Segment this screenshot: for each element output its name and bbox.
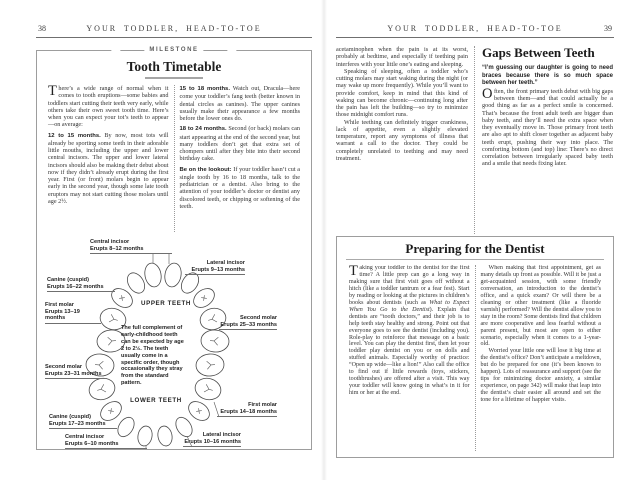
diagram-label: [183, 432, 241, 447]
label-name: Canine (cuspid): [49, 414, 91, 420]
label-name: First molar: [45, 302, 74, 308]
body-paragraph: While teething can definitely trigger crankiness, lack of appetite, even a slightly elevated temperature, report any symptoms of illness that warrant a call to the doctor. They could be completely unrelated to teething and may need treatment.: [336, 118, 468, 162]
label-months: Erupts 13–19 months: [45, 308, 80, 321]
label-name: Second molar: [240, 315, 277, 321]
diagram-label: [45, 364, 107, 379]
page-number: 39: [604, 24, 612, 33]
continuation-column: [336, 46, 474, 234]
book-gutter-shadow: [321, 0, 327, 480]
dentist-box-rule: [346, 259, 604, 260]
book-title-italic: What to Expect When You Go to the Dentist: [349, 299, 470, 313]
label-months: Erupts 16–22 months: [47, 283, 104, 290]
diagram-label: [217, 402, 277, 417]
milestone-box: [36, 47, 312, 450]
diagram-label: [47, 277, 115, 292]
label-months: Erupts 14–18 months: [220, 408, 277, 415]
label-months: Erupts 8–12 months: [90, 245, 144, 252]
dentist-box-columns: [344, 265, 606, 451]
drop-cap: T: [48, 85, 57, 99]
body-paragraph: Taking your toddler to the dentist for the first time? A little prep can go a long way in making sure that first visit goes off without a hitch (like a toddler tantrum or a fear fest). Start by reading or looking at the pictures in children’s books about dentists (such as What to Expect When You Go to the Dentist). Explain that dentists are “tooth doctors,” and their job is to help teeth stay healthy and strong. Point out that everyone goes to see the dentist (including you). Role-play to reinforce that message on a basic level. You can play the dentist first, then let your toddler play dentist on you or on dolls and stuffed animals. Especially worthy of practice: “Open up wide—like a lion!” Also call the office to find out if little rewards (toys, stickers, toothbrushes) are offered after a visit. This way your toddler will know going in what’s in it for him or her at the end.: [349, 265, 470, 397]
milestone-columns: [43, 85, 305, 232]
diagram-center-note: The full complement of early-childhood teeth can be expected by age 2 to 2½. The teeth usually come in a specific order, though occasionally they stray from the standard pattern.: [121, 325, 184, 387]
teeth-diagram: [43, 233, 305, 461]
upper-teeth-label: UPPER TEETH: [141, 300, 191, 307]
paragraph-lead: 15 to 18 months.: [179, 86, 230, 92]
paragraph-lead: Be on the lookout:: [179, 166, 232, 173]
tag-rule-right: [204, 50, 228, 51]
body-paragraph: acetaminophen when the pain is at its worst, probably at bedtime, and especially if teething pain interferes with your little one’s eating and sleeping.: [336, 46, 468, 68]
section-title: Gaps Between Teeth: [482, 46, 595, 60]
running-head: YOUR TODDLER, HEAD-TO-TOE: [387, 24, 563, 33]
left-page: [36, 24, 312, 450]
dentist-column-2: [476, 265, 607, 451]
intro-paragraph: There’s a wide range of normal when it comes to tooth eruptions—some babies and toddlers start cutting their teeth very early, while others take their own sweet tooth time. Here’s when you can expect your tot’s teeth to appear—on average:: [48, 85, 169, 129]
diagram-label: [49, 414, 117, 429]
tooth: [195, 353, 225, 377]
paragraph-lead: 12 to 15 months.: [48, 132, 101, 139]
tooth: [143, 262, 163, 289]
milestone-paragraph: 18 to 24 months. Second (or back) molars can start appearing at the end of the second year, but many toddlers don’t get that extra set of chompers until after they bite into their second birthday cake.: [179, 125, 300, 163]
right-page-top-section: [336, 46, 614, 234]
label-months: Erupts 23–31 months: [45, 370, 102, 377]
label-months: Erupts 10–16 months: [184, 438, 241, 445]
right-page: [336, 24, 614, 458]
title-rule: [145, 77, 203, 79]
tooth: [156, 425, 174, 447]
tooth: [163, 262, 183, 289]
drop-cap: T: [349, 265, 358, 279]
box-title: Tooth Timetable: [126, 59, 222, 74]
diagram-label: [65, 434, 147, 449]
dentist-box-title: Preparing for the Dentist: [405, 241, 545, 256]
paragraph-lead: 18 to 24 months.: [179, 126, 227, 133]
milestone-column-1: [43, 85, 174, 232]
label-months: Erupts 17–23 months: [49, 420, 106, 427]
milestone-tag: [111, 47, 236, 53]
tag-rule-left: [120, 50, 144, 51]
diagram-label: [219, 315, 277, 330]
page-number: 38: [38, 24, 46, 33]
answer-paragraph: Often, the front primary teeth debut with big gaps between them—and that could actually be a good thing as far as a perfect smile is concerned. That’s because the front adult teeth are bigger than baby teeth, and they’ll need the extra space when they eventually move in. Those primary front teeth are also apt to shift closer together as adjacent baby teeth erupt, pushing their way into place. The comforting bottom (and top) line: There’s no direct correlation between irregularly spaced baby teeth and a smile that needs fixing later.: [482, 85, 613, 168]
diagram-label: [185, 260, 245, 275]
running-head: YOUR TODDLER, HEAD-TO-TOE: [86, 24, 262, 33]
body-paragraph: Worried your little one will lose it big time at the dentist’s office? Don’t anticipate a meltdown, but do be prepared for one (it’s been known to happen). Lots of reassurance and support (see the tips for minimizing doctor anxiety, a similar experience, on page 342) will make that leap into the dentist’s chair easier all around and set the tone for a lifetime of happier visits.: [480, 348, 601, 404]
diagram-label: [90, 239, 172, 254]
milestone-paragraph: Be on the lookout: If your toddler hasn’t cut a single tooth by 16 to 18 months, talk to the pediatrician or a dentist. Also bring to the attention of your toddler’s doctor or dentist any discolored teeth, or chipping or softening of the teeth.: [179, 165, 300, 210]
dentist-column-1: [344, 265, 475, 451]
tooth: [193, 375, 224, 402]
label-name: Canine (cuspid): [47, 277, 89, 283]
dentist-box: [336, 236, 614, 458]
label-name: Central incisor: [65, 434, 105, 440]
drop-cap: O: [482, 85, 493, 102]
label-name: Central incisor: [90, 239, 130, 245]
milestone-paragraph: 12 to 15 months. By now, most tots will already be sporting some teeth in their adorable little mouths, including the upper and lower central incisors. The upper and lower lateral incisors should also be making their debut about now if they didn’t already erupt during the first year. First (or front) molars begin to appear early in the second year, though some late tooth eruptors may not start cutting those molars until age 2½.: [48, 131, 169, 205]
gaps-section-column: [475, 46, 613, 234]
label-months: Erupts 9–13 months: [191, 266, 245, 273]
label-name: Lateral incisor: [206, 260, 245, 266]
label-name: Second molar: [45, 364, 82, 370]
label-months: Erupts 6–10 months: [65, 440, 119, 447]
label-months: Erupts 25–33 months: [220, 321, 277, 328]
tooth: [200, 329, 230, 353]
right-running-row: [336, 24, 614, 38]
milestone-column-2: [175, 85, 306, 232]
lower-teeth-label: LOWER TEETH: [130, 397, 182, 404]
milestone-tag-label: MILESTONE: [149, 47, 199, 53]
label-name: Lateral incisor: [202, 432, 241, 438]
label-name: First molar: [248, 402, 277, 408]
milestone-paragraph: 15 to 18 months. Watch out, Dracula—here come your toddler’s fang teeth (better known in dental circles as canines). The upper canines usually make their appearance a few months before the lower ones do.: [179, 85, 300, 122]
body-paragraph: Speaking of sleeping, often a toddler who’s cutting molars may start waking during the night (or may wake up more frequently). While you’ll want to provide comfort, keep in mind that this kind of waking can become chronic—continuing long after the pain has left the building—so try to minimize those midnight comfort runs.: [336, 67, 468, 119]
tooth: [87, 375, 118, 402]
body-paragraph: When making that first appointment, get as many details up front as possible. Will it be just a get-acquainted session, with some friendly conversation, an introduction to the dentist’s office, and a quick exam? Or will there be a cleaning or other treatment (like a fluoride varnish) performed? Will the dentist allow you to stay in the room? Some dentists find that children are more cooperative and less fearful without a parent present, but most are open to either scenario, especially when it comes to a 1-year-old.: [480, 265, 601, 348]
diagram-label: [45, 302, 101, 324]
reader-question: “I’m guessing our daughter is going to need braces because there is so much space between her teeth.”: [482, 65, 613, 87]
left-running-row: [36, 24, 312, 38]
